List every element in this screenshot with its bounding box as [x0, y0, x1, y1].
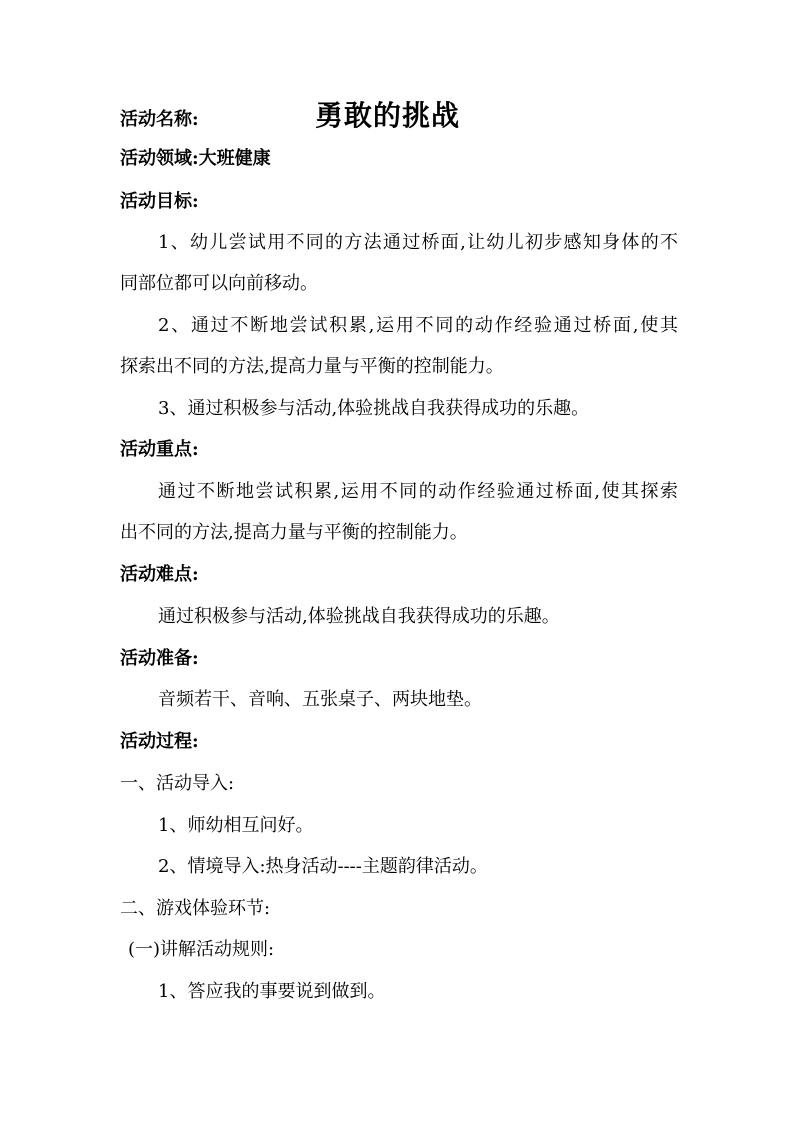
goal-2-line-1: 2、通过不断地尝试积累,运用不同的动作经验通过桥面,使其 — [158, 315, 678, 336]
key-points-line-2: 出不同的方法,提高力量与平衡的控制能力。 — [120, 522, 468, 543]
goal-1-line-1: 1、幼儿尝试用不同的方法通过桥面,让幼儿初步感知身体的不 — [158, 232, 678, 253]
section-1-item-2: 2、情境导入:热身活动----主题韵律活动。 — [158, 856, 488, 877]
section-2-sub-1-item-1: 1、答应我的事要说到做到。 — [158, 981, 386, 1002]
key-points-line-1: 通过不断地尝试积累,运用不同的动作经验通过桥面,使其探索 — [158, 481, 678, 502]
activity-field-heading: 活动领域:大班健康 — [120, 148, 271, 169]
section-1-heading: 一、活动导入: — [120, 773, 235, 794]
preparation-text: 音频若干、音响、五张桌子、两块地垫。 — [158, 689, 482, 710]
goal-2-line-2: 探索出不同的方法,提高力量与平衡的控制能力。 — [120, 356, 504, 377]
section-2-sub-1-heading: (一)讲解活动规则: — [128, 939, 275, 960]
section-1-item-1: 1、师幼相互问好。 — [158, 815, 314, 836]
activity-name-label: 活动名称: — [120, 109, 199, 130]
difficulty-heading: 活动难点: — [120, 564, 199, 585]
document-title: 勇敢的挑战 — [315, 99, 461, 132]
process-heading: 活动过程: — [120, 731, 199, 752]
section-2-heading: 二、游戏体验环节: — [120, 898, 271, 919]
goal-1-line-2: 同部位都可以向前移动。 — [120, 273, 318, 294]
key-points-heading: 活动重点: — [120, 439, 199, 460]
preparation-heading: 活动准备: — [120, 648, 199, 669]
difficulty-text: 通过积极参与活动,体验挑战自我获得成功的乐趣。 — [158, 606, 560, 627]
goals-heading: 活动目标: — [120, 191, 199, 212]
goal-3: 3、通过积极参与活动,体验挑战自我获得成功的乐趣。 — [158, 398, 590, 419]
